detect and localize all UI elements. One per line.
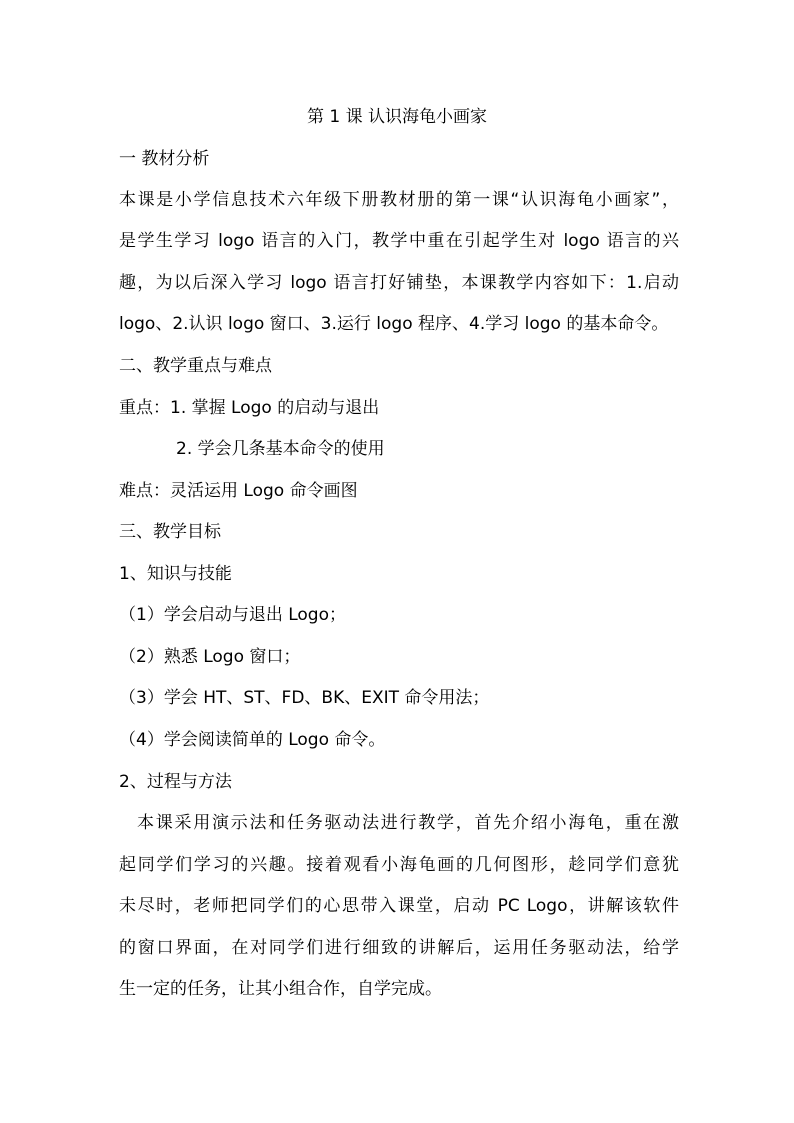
list-item: （4）学会阅读简单的 Logo 命令。 xyxy=(119,730,386,750)
section-heading-key-points: 二、教学重点与难点 xyxy=(119,356,272,376)
section-heading-material-analysis: 一 教材分析 xyxy=(119,149,210,169)
paragraph-line: 是学生学习 logo 语言的入门，教学中重在引起学生对 logo 语言的兴 xyxy=(119,231,679,251)
list-item: （2）熟悉 Logo 窗口； xyxy=(119,647,301,667)
paragraph-line: logo、2.认识 logo 窗口、3.运行 logo 程序、4.学习 logo 的基本命令。 xyxy=(119,314,669,334)
paragraph-line: 未尽时，老师把同学们的心思带入课堂，启动 PC Logo，讲解该软件 xyxy=(119,896,679,916)
paragraph-line: 生一定的任务，让其小组合作，自学完成。 xyxy=(119,979,442,999)
key-point-2: 2. 学会几条基本命令的使用 xyxy=(176,439,385,459)
difficulty-point: 难点：灵活运用 Logo 命令画图 xyxy=(119,481,358,501)
paragraph-line: 起同学们学习的兴趣。接着观看小海龟画的几何图形，趁同学们意犹 xyxy=(119,855,679,875)
paragraph-line: 趣，为以后深入学习 logo 语言打好铺垫，本课教学内容如下：1.启动 xyxy=(119,273,679,293)
lesson-title: 第 1 课 认识海龟小画家 xyxy=(306,107,488,127)
list-item: （3）学会 HT、ST、FD、BK、EXIT 命令用法； xyxy=(119,688,490,708)
list-item: （1）学会启动与退出 Logo； xyxy=(119,605,346,625)
paragraph-line: 本课是小学信息技术六年级下册教材册的第一课“认识海龟小画家”， xyxy=(119,190,679,210)
subheading-process-methods: 2、过程与方法 xyxy=(119,772,232,792)
paragraph-line: 的窗口界面，在对同学们进行细致的讲解后，运用任务驱动法，给学 xyxy=(119,938,679,958)
subheading-knowledge-skills: 1、知识与技能 xyxy=(119,564,232,584)
key-point-1: 重点：1. 掌握 Logo 的启动与退出 xyxy=(119,398,380,418)
paragraph-line: 本课采用演示法和任务驱动法进行教学，首先介绍小海龟，重在激 xyxy=(137,813,679,833)
section-heading-objectives: 三、教学目标 xyxy=(119,522,221,542)
